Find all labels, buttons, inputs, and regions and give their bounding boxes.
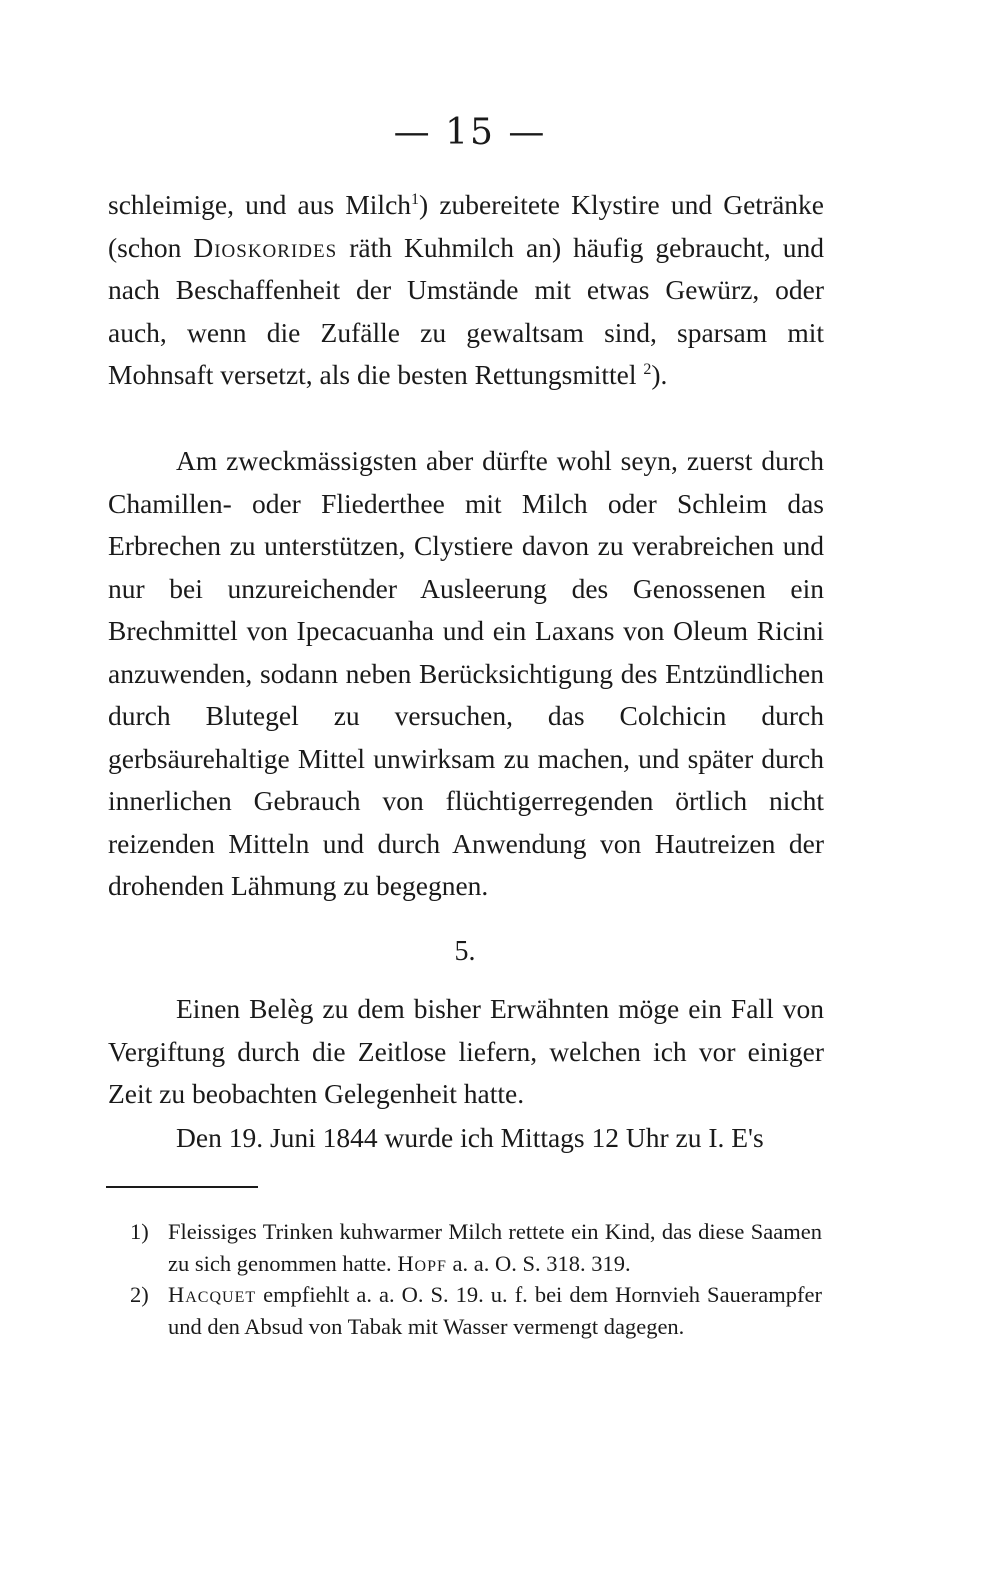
footnote-ref-1: 1 (411, 190, 420, 208)
author-name-dioskorides: Dioskorides (193, 231, 338, 263)
footnotes (130, 1216, 822, 1342)
paragraph-1-text-continued: räth Kuhmilch an) häufig gebraucht, und nach Beschaffenheit der Umstände mit etwas Gewürz, oder auch, wenn die Zufälle zu gewaltsam sind, sparsam mit Mohnsaft versetzt, als die besten Rettungsmittel (108, 231, 824, 390)
footnote-ref-2: 2 (643, 360, 652, 378)
paragraph-1-text-start: schleimige, und aus Milch (108, 189, 412, 220)
footnote-2-text: empfiehlt a. a. O. S. 19. u. f. bei dem Hornvieh Sauerampfer und den Absud von Tabak mit Wasser vermengt dagegen. (168, 1282, 822, 1339)
footnote-1-text-end: a. a. O. S. 318. 319. (446, 1250, 631, 1276)
footnote-1-mark: 1) (130, 1219, 149, 1244)
page-number: — 15 — (393, 112, 547, 153)
footnote-1 (130, 1216, 822, 1279)
footnote-2-mark: 2) (130, 1282, 149, 1307)
paragraph-4: Den 19. Juni 1844 wurde ich Mittags 12 Uhr zu I. E's (176, 1122, 764, 1153)
section-number: 5. (454, 936, 476, 967)
paragraph-3: Einen Belèg zu dem bisher Erwähnten möge ein Fall von Vergiftung durch die Zeitlose liefern, welchen ich vor einiger Zeit zu beobachten Gelegenheit hatte. (108, 993, 824, 1109)
footnote-1-text-start: Fleissiges Trinken kuhwarmer Milch rettete ein Kind, das diese Saamen zu sich genommen hatte. (168, 1219, 822, 1276)
author-name-hopf: Hopf (397, 1250, 447, 1276)
paragraph-1 (108, 184, 824, 397)
author-name-hacquet: Hacquet (168, 1282, 257, 1307)
paragraph-2: Am zweckmässigsten aber dürfte wohl seyn, zuerst durch Chamillen- oder Fliederthee mit Milch oder Schleim das Erbrechen zu unterstützen, Clystiere davon zu verabreichen und nur bei unzureichender Ausleerung des Genossenen ein Brechmittel von Ipecacuanha und ein Laxans von Oleum Ricini anzuwenden, sodann neben Berücksichtigung des Entzündlichen durch Blutegel zu versuchen, das Colchicin durch gerbsäurehaltige Mittel unwirksam zu machen, und später durch innerlichen Gebrauch von flüchtigerregenden örtlich nicht reizenden Mitteln und durch Anwendung von Hautreizen der drohenden Lähmung zu begegnen. (108, 445, 824, 901)
paragraph-1-text-end: ). (651, 359, 668, 390)
footnote-2 (130, 1279, 822, 1342)
paragraph-1-text-mid: ) zubereitete Klystire und Getränke (schon (108, 189, 824, 263)
footnote-divider (106, 1186, 258, 1188)
